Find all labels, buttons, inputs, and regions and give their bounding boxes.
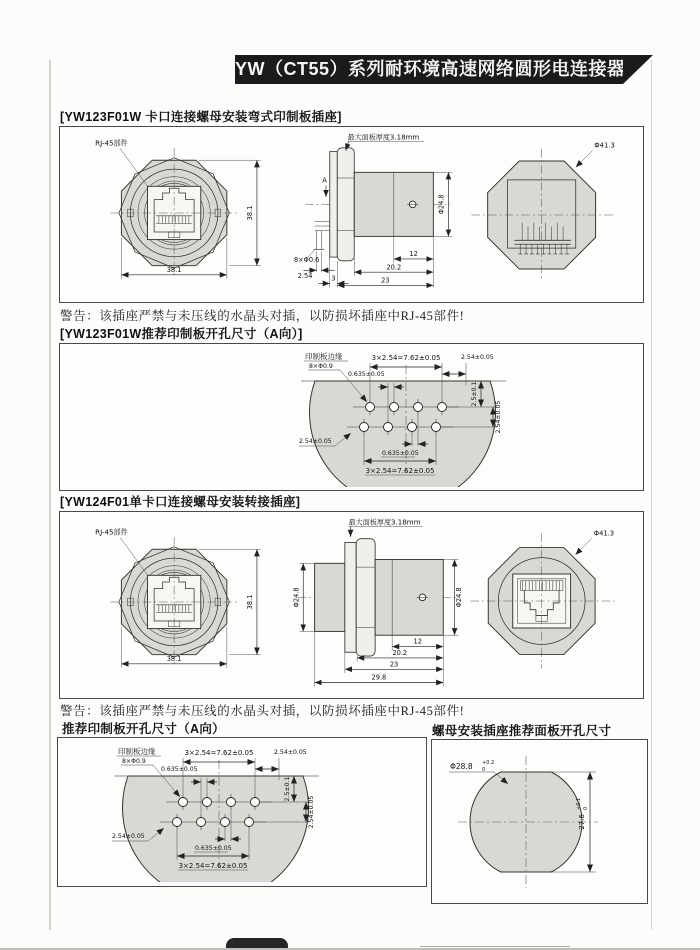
- hole-count-label: 8×Φ0.9: [122, 758, 146, 765]
- len-rear-label: 12: [413, 637, 422, 646]
- pin-pitch-label: 2.54: [297, 271, 313, 280]
- rj45-part-label: RJ-45部件: [95, 527, 128, 537]
- pcb-drill-pattern-drawing-2: [98, 742, 333, 882]
- connector-side-outline: [330, 148, 434, 261]
- scan-artifact-line: [420, 946, 570, 947]
- section3-title: [YW124F01单卡口连接螺母安装转接插座]: [60, 495, 301, 509]
- page-title: YW（CT55）系列耐环境高速网络圆形电连接器: [235, 59, 626, 79]
- pitch-bottom-label: 3×2.54=7.62±0.05: [365, 467, 435, 475]
- dim-height-label: 38.1: [246, 205, 255, 221]
- scan-edge-left: [49, 60, 51, 930]
- dia-body-label: Φ24.8: [455, 587, 464, 608]
- row-spacing-label: 2.54±0.05: [495, 400, 502, 434]
- section2-figure-frame: [59, 343, 644, 491]
- cutout-dia-label: Φ28.8: [450, 762, 473, 771]
- edge-to-row-label: 2.5±0.1: [471, 381, 478, 407]
- row-spacing-label: 2.54±0.05: [308, 795, 315, 829]
- offset-mid-label: 0.635±0.05: [195, 845, 232, 852]
- len-mid-label: 20.2: [392, 649, 408, 658]
- pin-holes-label: 8×Φ0.6: [293, 255, 320, 264]
- cutout-flat-label: 27.6: [578, 814, 586, 830]
- dia-outline-label: Φ41.3: [593, 529, 615, 538]
- section4-right-figure-frame: [431, 739, 648, 904]
- s1-front-view-drawing: [74, 133, 279, 291]
- flange-thickness-label: 3: [331, 274, 336, 283]
- view-a-label: A: [322, 176, 327, 185]
- cutout-dia-tol-up: +0.2: [482, 760, 495, 766]
- panel-thickness-note: 最大面板厚度3.18mm: [347, 132, 420, 142]
- offset-mid-label: 0.635±0.05: [382, 450, 419, 457]
- dia-outline-label: Φ41.3: [594, 141, 615, 150]
- edge-to-row-label: 2.5±0.1: [284, 776, 291, 802]
- s1-side-view-drawing: [292, 129, 457, 291]
- dia-body-label: Φ24.8: [437, 194, 446, 215]
- s1-rear-view-drawing: [452, 133, 642, 295]
- cutout-flat-tol-up: +0.1: [576, 797, 582, 810]
- offset-top-label: 0.635±0.05: [161, 766, 198, 773]
- banner-tail-decor: [623, 55, 653, 84]
- len-rear-label: 12: [409, 250, 418, 259]
- section1-figure-frame: [59, 126, 644, 303]
- hole-count-label: 8×Φ0.9: [309, 363, 333, 370]
- section4-right-title: 螺母安装插座推荐面板开孔尺寸: [432, 724, 612, 738]
- rj45-part-label: RJ-45部件: [95, 138, 128, 148]
- dia-front-label: Φ24.8: [292, 587, 301, 608]
- s3-front-view-drawing: [74, 522, 279, 680]
- panel-thickness-note: 最大面板厚度3.18mm: [348, 517, 421, 527]
- pcb-pins: [314, 221, 330, 249]
- section2-title: [YW123F01W推荐印制板开孔尺寸（A向）]: [60, 327, 303, 341]
- len-total-label: 23: [389, 660, 399, 669]
- cutout-dia-tol-dn: 0: [482, 767, 486, 773]
- warning-text-1: 警告：该插座严禁与未压线的水晶头对插，以防损坏插座中RJ-45部件!: [60, 309, 465, 323]
- connector-side-outline: [315, 539, 444, 656]
- pcb-edge-label: 印制板边缘: [118, 747, 156, 756]
- pitch-bottom-label: 3×2.54=7.62±0.05: [178, 862, 248, 870]
- s3-side-view-drawing: [290, 514, 465, 694]
- section4-left-title: 推荐印制板开孔尺寸（A向）: [62, 722, 225, 736]
- dim-width-label: 38.1: [166, 265, 182, 274]
- scan-edge-right: [651, 60, 652, 930]
- pcb-drill-pattern-drawing: [285, 347, 520, 487]
- spacing-top-right-label: 2.54±0.05: [461, 354, 494, 361]
- pitch-top-label: 3×2.54=7.62±0.05: [184, 749, 254, 757]
- section4-left-figure-frame: [57, 737, 427, 887]
- cutout-flat-tol-dn: 0: [583, 806, 589, 810]
- warning-text-2: 警告：该插座严禁与未压线的水晶头对插，以防损坏插座中RJ-45部件!: [60, 704, 465, 718]
- pitch-top-label: 3×2.54=7.62±0.05: [371, 354, 441, 362]
- pcb-edge-label: 印制板边缘: [305, 352, 343, 361]
- spacing-left-label: 2.54±0.05: [112, 833, 145, 840]
- len-mid-label: 20.2: [386, 263, 402, 272]
- len-overall-label: 29.8: [371, 673, 387, 682]
- offset-top-label: 0.635±0.05: [348, 371, 385, 378]
- spacing-left-label: 2.54±0.05: [299, 438, 332, 445]
- page-header-banner: [235, 55, 626, 84]
- len-total-label: 23: [381, 276, 390, 285]
- s3-rear-view-drawing: [452, 520, 642, 682]
- dim-height-label: 38.1: [246, 594, 255, 610]
- spacing-top-right-label: 2.54±0.05: [274, 749, 307, 756]
- dim-width-label: 38.1: [166, 654, 182, 663]
- panel-cutout-drawing: [434, 742, 644, 900]
- section3-figure-frame: [59, 511, 644, 699]
- section1-title: [YW123F01W 卡口连接螺母安装弯式印制板插座]: [60, 110, 342, 124]
